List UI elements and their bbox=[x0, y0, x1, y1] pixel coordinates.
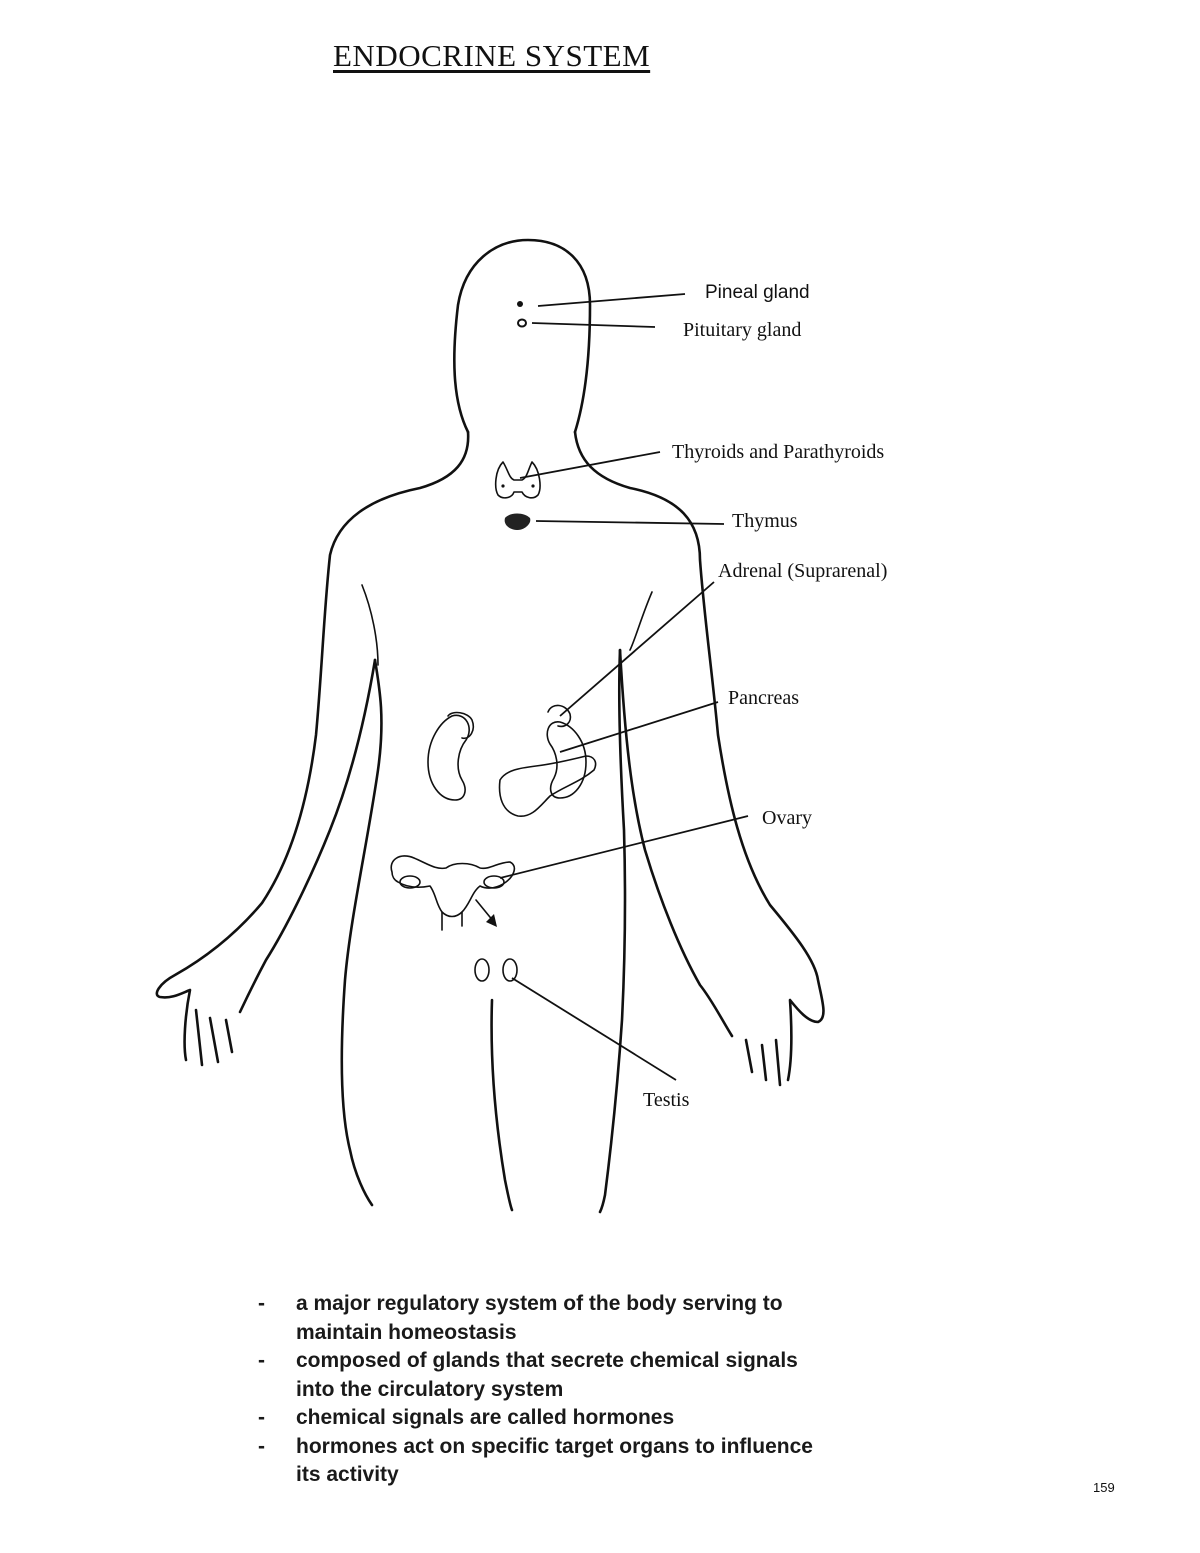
thyroid-icon bbox=[496, 462, 540, 498]
body-outline bbox=[157, 240, 824, 1212]
testis-icon bbox=[475, 959, 517, 981]
label-pineal: Pineal gland bbox=[705, 282, 810, 303]
label-ovary: Ovary bbox=[762, 807, 812, 829]
thymus-icon bbox=[505, 514, 531, 531]
label-thymus: Thymus bbox=[732, 510, 798, 532]
uterus-ovary-icon bbox=[391, 856, 514, 930]
notes-list bbox=[258, 1290, 818, 1490]
bullet-dash: - bbox=[258, 1406, 265, 1429]
list-item: - hormones act on specific target organs to influence its activity bbox=[258, 1434, 813, 1486]
kidney-adrenal-right-icon bbox=[547, 705, 586, 798]
list-item: - chemical signals are called hormones bbox=[258, 1404, 818, 1433]
page-title: ENDOCRINE SYSTEM bbox=[333, 38, 651, 73]
bullet-dash: - bbox=[258, 1349, 265, 1372]
label-pituitary: Pituitary gland bbox=[683, 319, 802, 341]
bullet-dash: - bbox=[258, 1434, 265, 1458]
descent-arrow-icon bbox=[476, 900, 497, 927]
label-thyroid: Thyroids and Parathyroids bbox=[672, 441, 885, 463]
label-testis: Testis bbox=[643, 1089, 690, 1111]
page-number: 159 bbox=[1093, 1480, 1115, 1495]
bullet-dash: - bbox=[258, 1292, 265, 1315]
kidney-adrenal-left-icon bbox=[428, 713, 473, 800]
label-adrenal: Adrenal (Suprarenal) bbox=[718, 560, 888, 582]
list-item: - composed of glands that secrete chemical signals into the circulatory system bbox=[258, 1349, 798, 1401]
list-item: - a major regulatory system of the body serving to maintain homeostasis bbox=[258, 1292, 783, 1344]
pineal-gland-icon bbox=[517, 301, 523, 307]
pituitary-gland-icon bbox=[518, 320, 526, 327]
pancreas-icon bbox=[500, 756, 596, 816]
label-pancreas: Pancreas bbox=[728, 687, 800, 709]
